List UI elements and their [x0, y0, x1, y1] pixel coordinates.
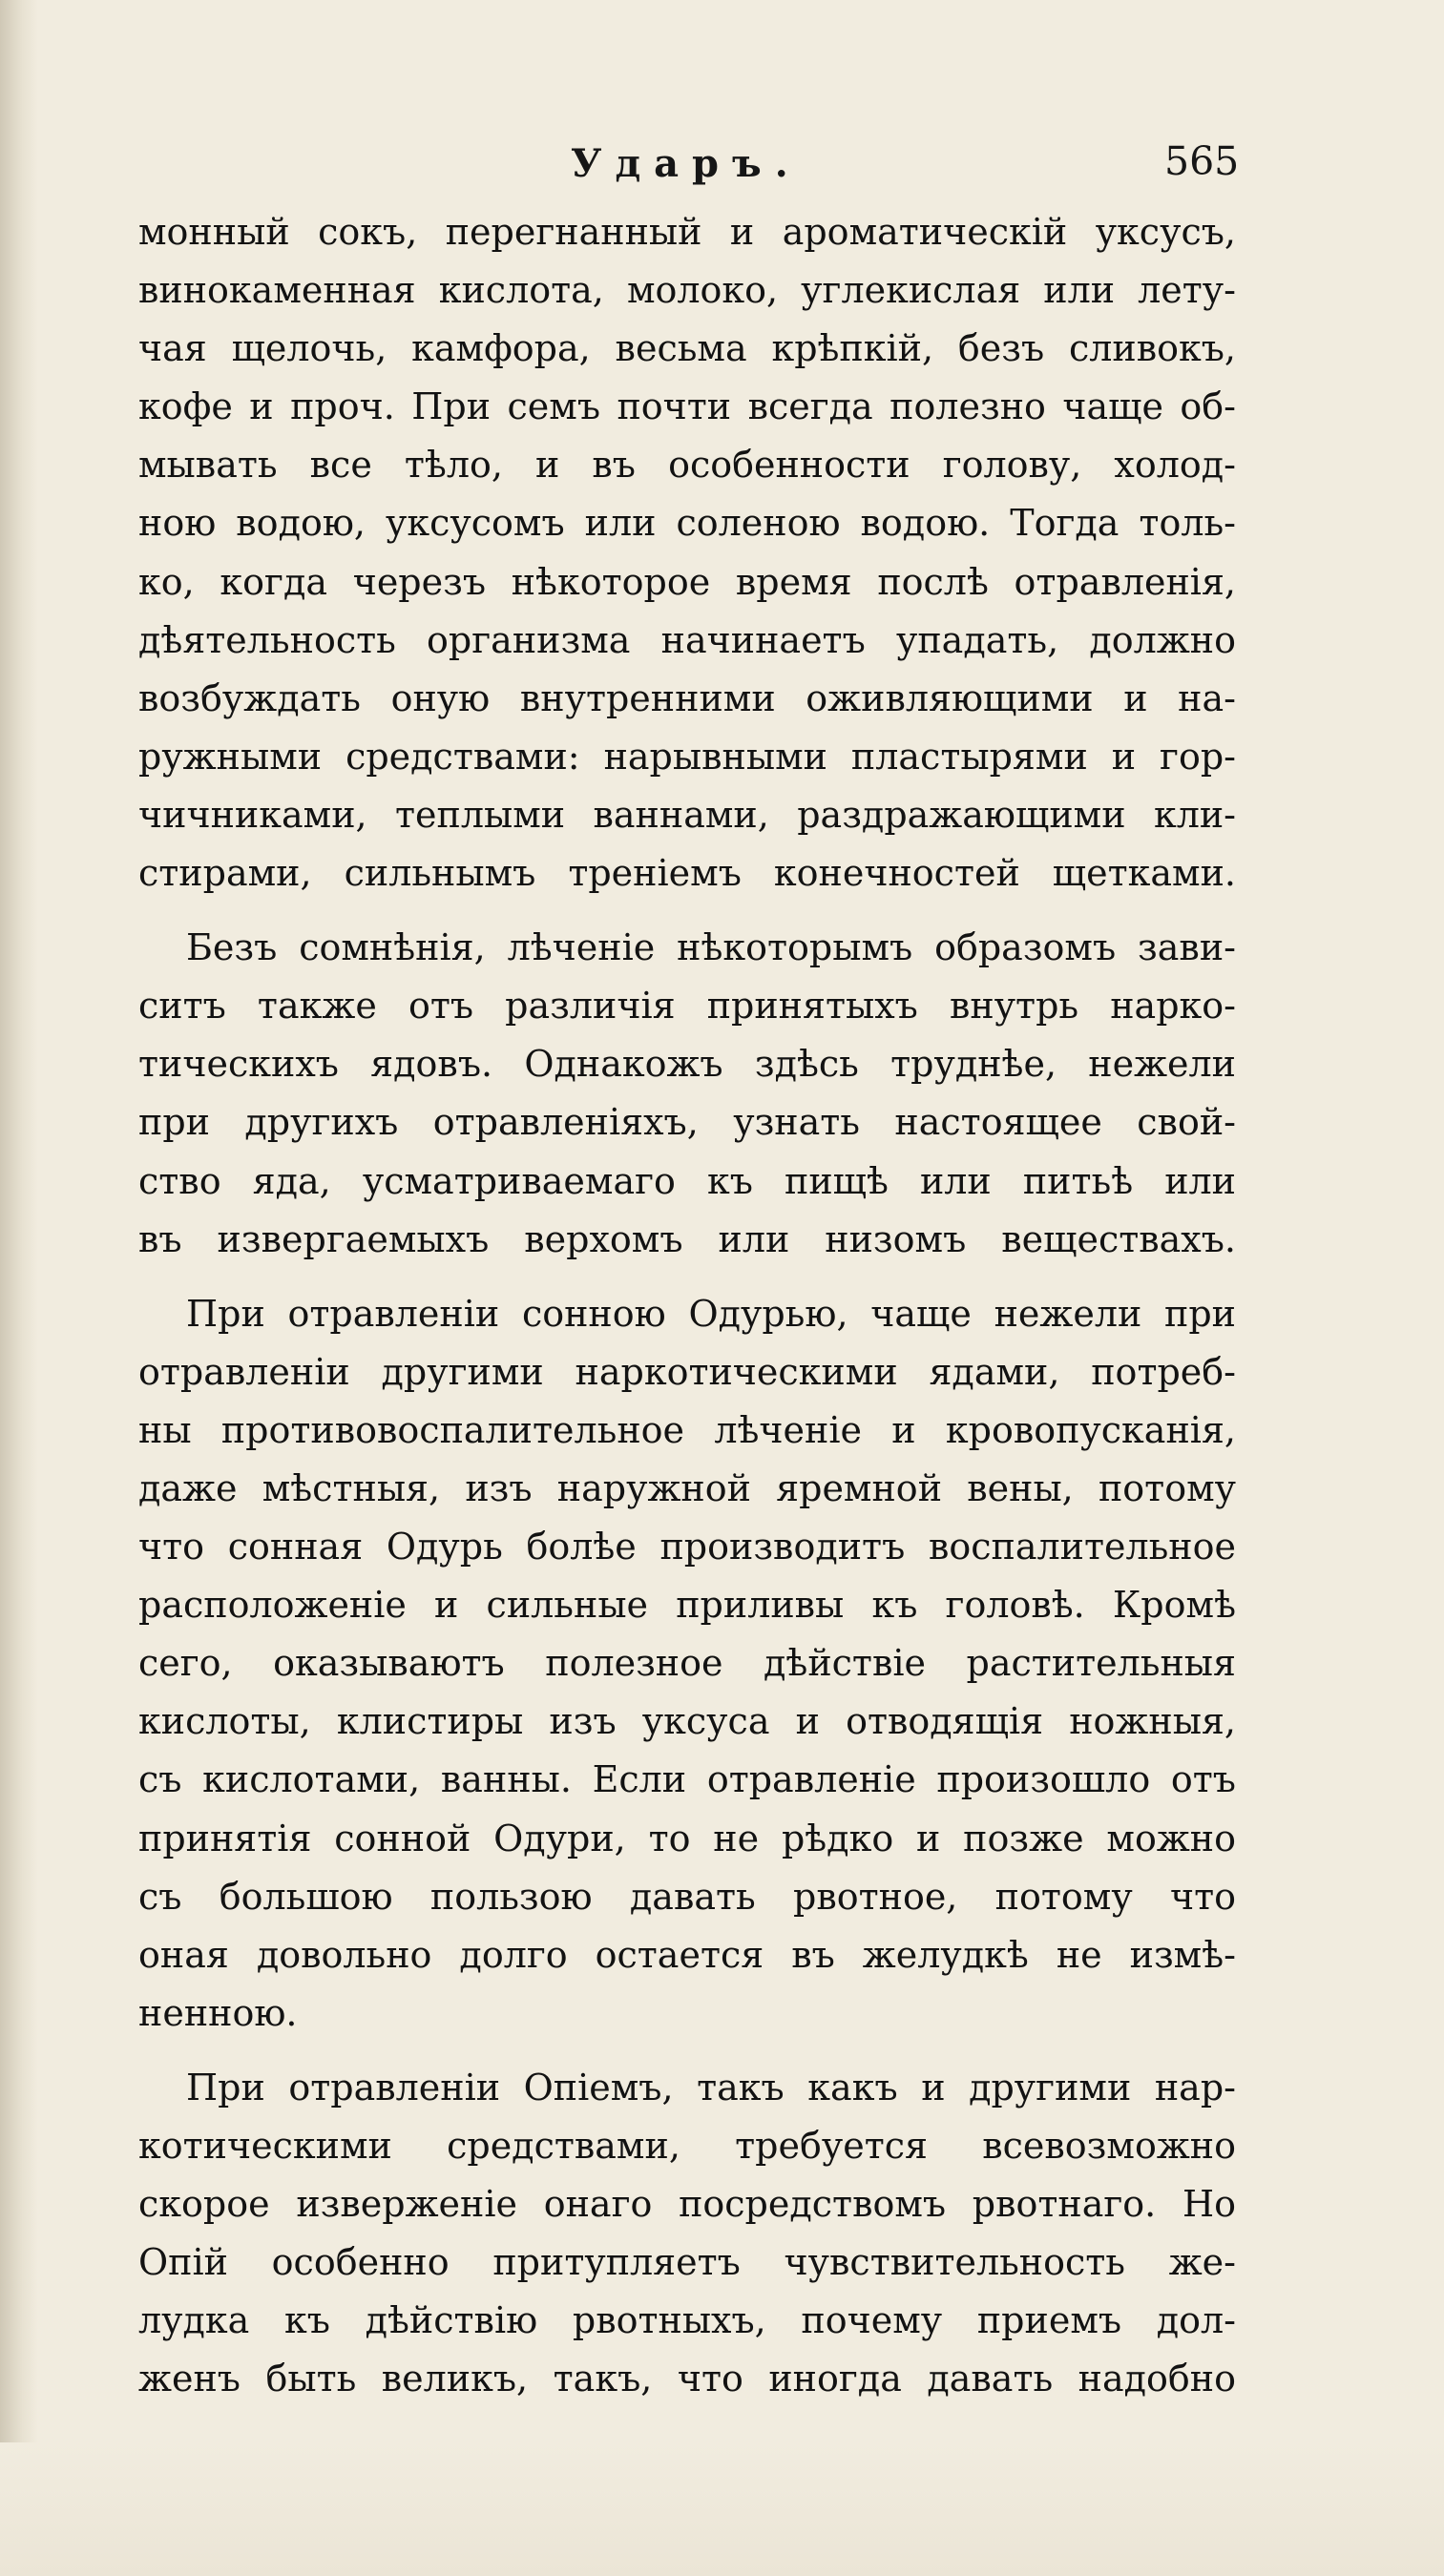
text-line: лудка къ дѣйствію рвотныхъ, почему приемъ дол- [138, 2299, 1236, 2342]
text-line: кислоты, клистиры изъ уксуса и отводящія ножныя, [138, 1700, 1236, 1743]
text-line: сего, оказываютъ полезное дѣйствіе растительныя [138, 1642, 1236, 1685]
text-line: при другихъ отравленіяхъ, узнать настоящее свой- [138, 1101, 1236, 1144]
text-line: ситъ также отъ различія принятыхъ внутрь нарко- [138, 985, 1236, 1028]
text-line: Безъ сомнѣнія, лѣченіе нѣкоторымъ образомъ зави- [186, 926, 1236, 969]
text-line: дѣятельность организма начинаетъ упадать, должно [138, 618, 1236, 661]
text-line: съ большою пользою давать рвотное, потому что [138, 1875, 1236, 1918]
text-line: монный сокъ, перегнанный и ароматическій уксусъ, [138, 211, 1236, 253]
text-line: ною водою, уксусомъ или соленою водою. Тогда толь- [138, 502, 1236, 545]
text-line: ружными средствами: нарывными пластырями и гор- [138, 735, 1236, 778]
text-line: женъ быть великъ, такъ, что иногда давать надобно [138, 2358, 1236, 2400]
text-line: принятія сонной Одури, то не рѣдко и позже можно [138, 1817, 1236, 1859]
text-line: чичниками, теплыми ваннами, раздражающими кли- [138, 793, 1236, 836]
text-line: мывать все тѣло, и въ особенности голову, холод- [138, 444, 1236, 487]
text-line: ко, когда черезъ нѣкоторое время послѣ отравленія, [138, 560, 1236, 603]
paragraph [138, 203, 1236, 903]
text-line: что сонная Одурь болѣе производитъ воспалительное [138, 1526, 1236, 1568]
text-line: чая щелочь, камфора, весьма крѣпкій, безъ сливокъ, [138, 327, 1236, 370]
text-line: Опій особенно притупляетъ чувствительность же- [138, 2241, 1236, 2284]
text-line: стирами, сильнымъ треніемъ конечностей щетками. [138, 852, 1236, 895]
text-line: даже мѣстныя, изъ наружной яремной вены, потому [138, 1466, 1236, 1509]
page-number: 565 [1164, 138, 1240, 184]
text-line: возбуждать оную внутренними оживляющими и на- [138, 676, 1236, 719]
text-line: ны противовоспалительное лѣченіе и кровопусканія, [138, 1408, 1236, 1451]
text-line: При отравленіи Опіемъ, такъ какъ и другими нар- [186, 2066, 1236, 2109]
page-edge-shadow [0, 0, 38, 2576]
text-line: ство яда, усматриваемаго къ пищѣ или питьѣ или [138, 1159, 1236, 1202]
text-line: оная довольно долго остается въ желудкѣ не измѣ- [138, 1933, 1236, 1976]
text-line: При отравленіи сонною Одурью, чаще нежели при [186, 1292, 1236, 1335]
body-text [138, 203, 1236, 2408]
text-line: тическихъ ядовъ. Однакожъ здѣсь труднѣе, нежели [138, 1043, 1236, 1086]
paragraph [138, 2059, 1236, 2409]
text-line: ненною. [138, 1991, 298, 2034]
running-head: Ударъ. [571, 141, 802, 186]
text-line: отравленіи другими наркотическими ядами, потреб- [138, 1350, 1236, 1393]
paragraph [138, 919, 1236, 1269]
text-line: съ кислотами, ванны. Если отравленіе произошло отъ [138, 1758, 1236, 1801]
text-line: кофе и проч. При семъ почти всегда полезно чаще об- [138, 385, 1236, 428]
text-line: въ извергаемыхъ верхомъ или низомъ веществахъ. [138, 1217, 1236, 1260]
text-line: винокаменная кислота, молоко, углекислая или лету- [138, 269, 1236, 312]
text-line: скорое изверженіе онаго посредствомъ рвотнаго. Но [138, 2183, 1236, 2226]
text-line: расположеніе и сильные приливы къ головѣ. Кромѣ [138, 1584, 1236, 1627]
page-bottom-shade [0, 2442, 1444, 2576]
paragraph [138, 1285, 1236, 2043]
text-line: котическими средствами, требуется всевозможно [138, 2125, 1236, 2167]
